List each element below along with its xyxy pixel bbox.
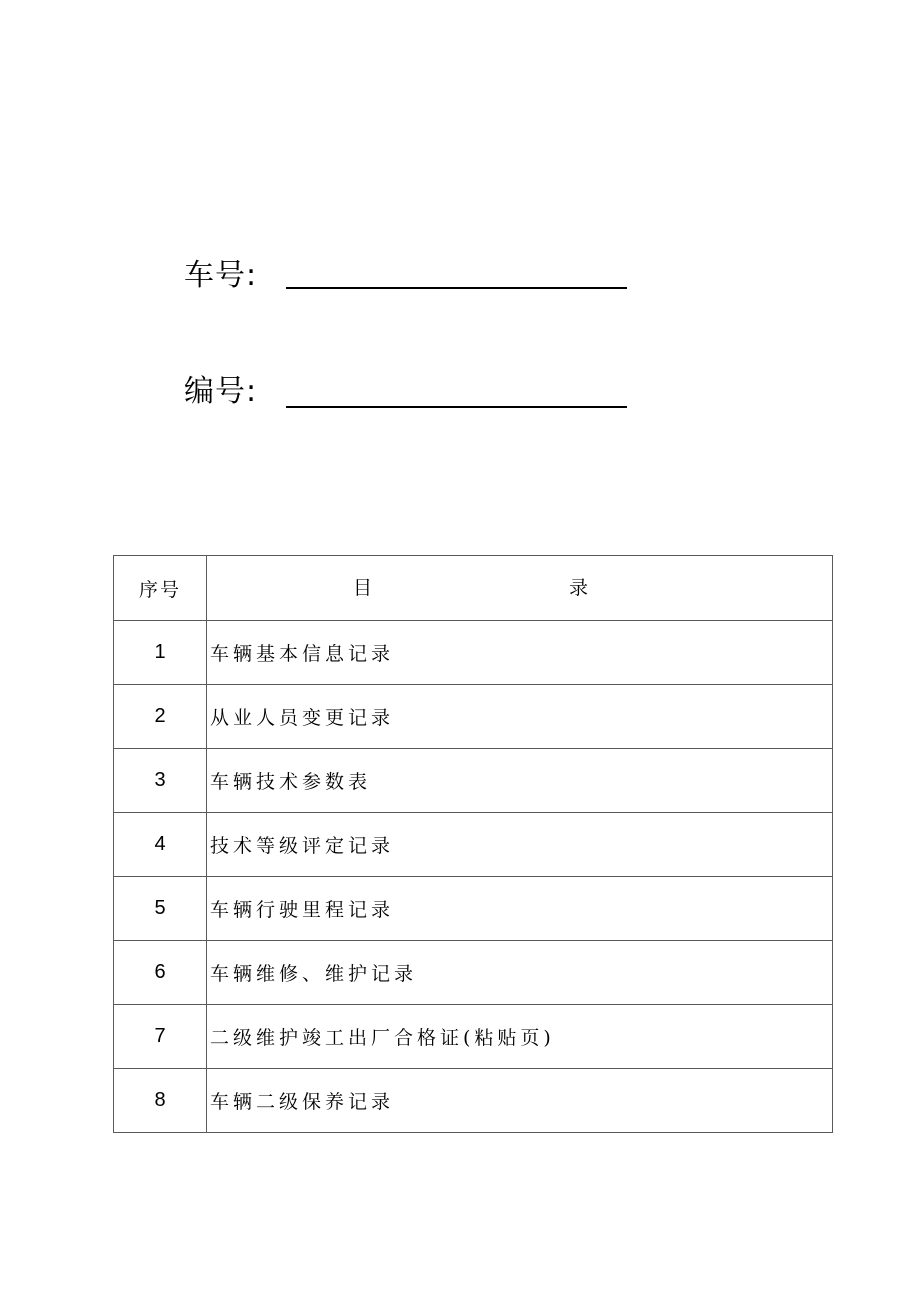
row-title: 车辆维修、维护记录 — [207, 941, 833, 1005]
table-row — [114, 621, 833, 685]
table-row — [114, 1069, 833, 1133]
row-title: 从业人员变更记录 — [207, 685, 833, 749]
table-row — [114, 877, 833, 941]
row-number: 3 — [114, 749, 207, 813]
toc-header-title-cell — [207, 556, 833, 621]
row-number: 6 — [114, 941, 207, 1005]
table-row — [114, 941, 833, 1005]
serial-number-label: 编号: — [184, 374, 258, 409]
row-number: 8 — [114, 1069, 207, 1133]
table-of-contents — [113, 555, 833, 1133]
serial-number-blank-line[interactable] — [286, 406, 627, 408]
row-number: 4 — [114, 813, 207, 877]
row-number: 5 — [114, 877, 207, 941]
row-title: 车辆基本信息记录 — [207, 621, 833, 685]
row-number: 1 — [114, 621, 207, 685]
row-title: 车辆行驶里程记录 — [207, 877, 833, 941]
row-title: 车辆二级保养记录 — [207, 1069, 833, 1133]
row-number: 2 — [114, 685, 207, 749]
row-title: 技术等级评定记录 — [207, 813, 833, 877]
car-number-blank-line[interactable] — [286, 287, 627, 289]
table-row — [114, 685, 833, 749]
toc-header-index: 序号 — [114, 556, 207, 621]
table-row — [114, 749, 833, 813]
toc-header-title-part1: 目 — [353, 577, 373, 599]
row-title: 车辆技术参数表 — [207, 749, 833, 813]
car-number-label: 车号: — [184, 258, 258, 293]
toc-header-row — [114, 556, 833, 621]
table-row — [114, 1005, 833, 1069]
toc-header-title-part2: 录 — [569, 577, 589, 599]
row-title: 二级维护竣工出厂合格证(粘贴页) — [207, 1005, 833, 1069]
table-row — [114, 813, 833, 877]
row-number: 7 — [114, 1005, 207, 1069]
